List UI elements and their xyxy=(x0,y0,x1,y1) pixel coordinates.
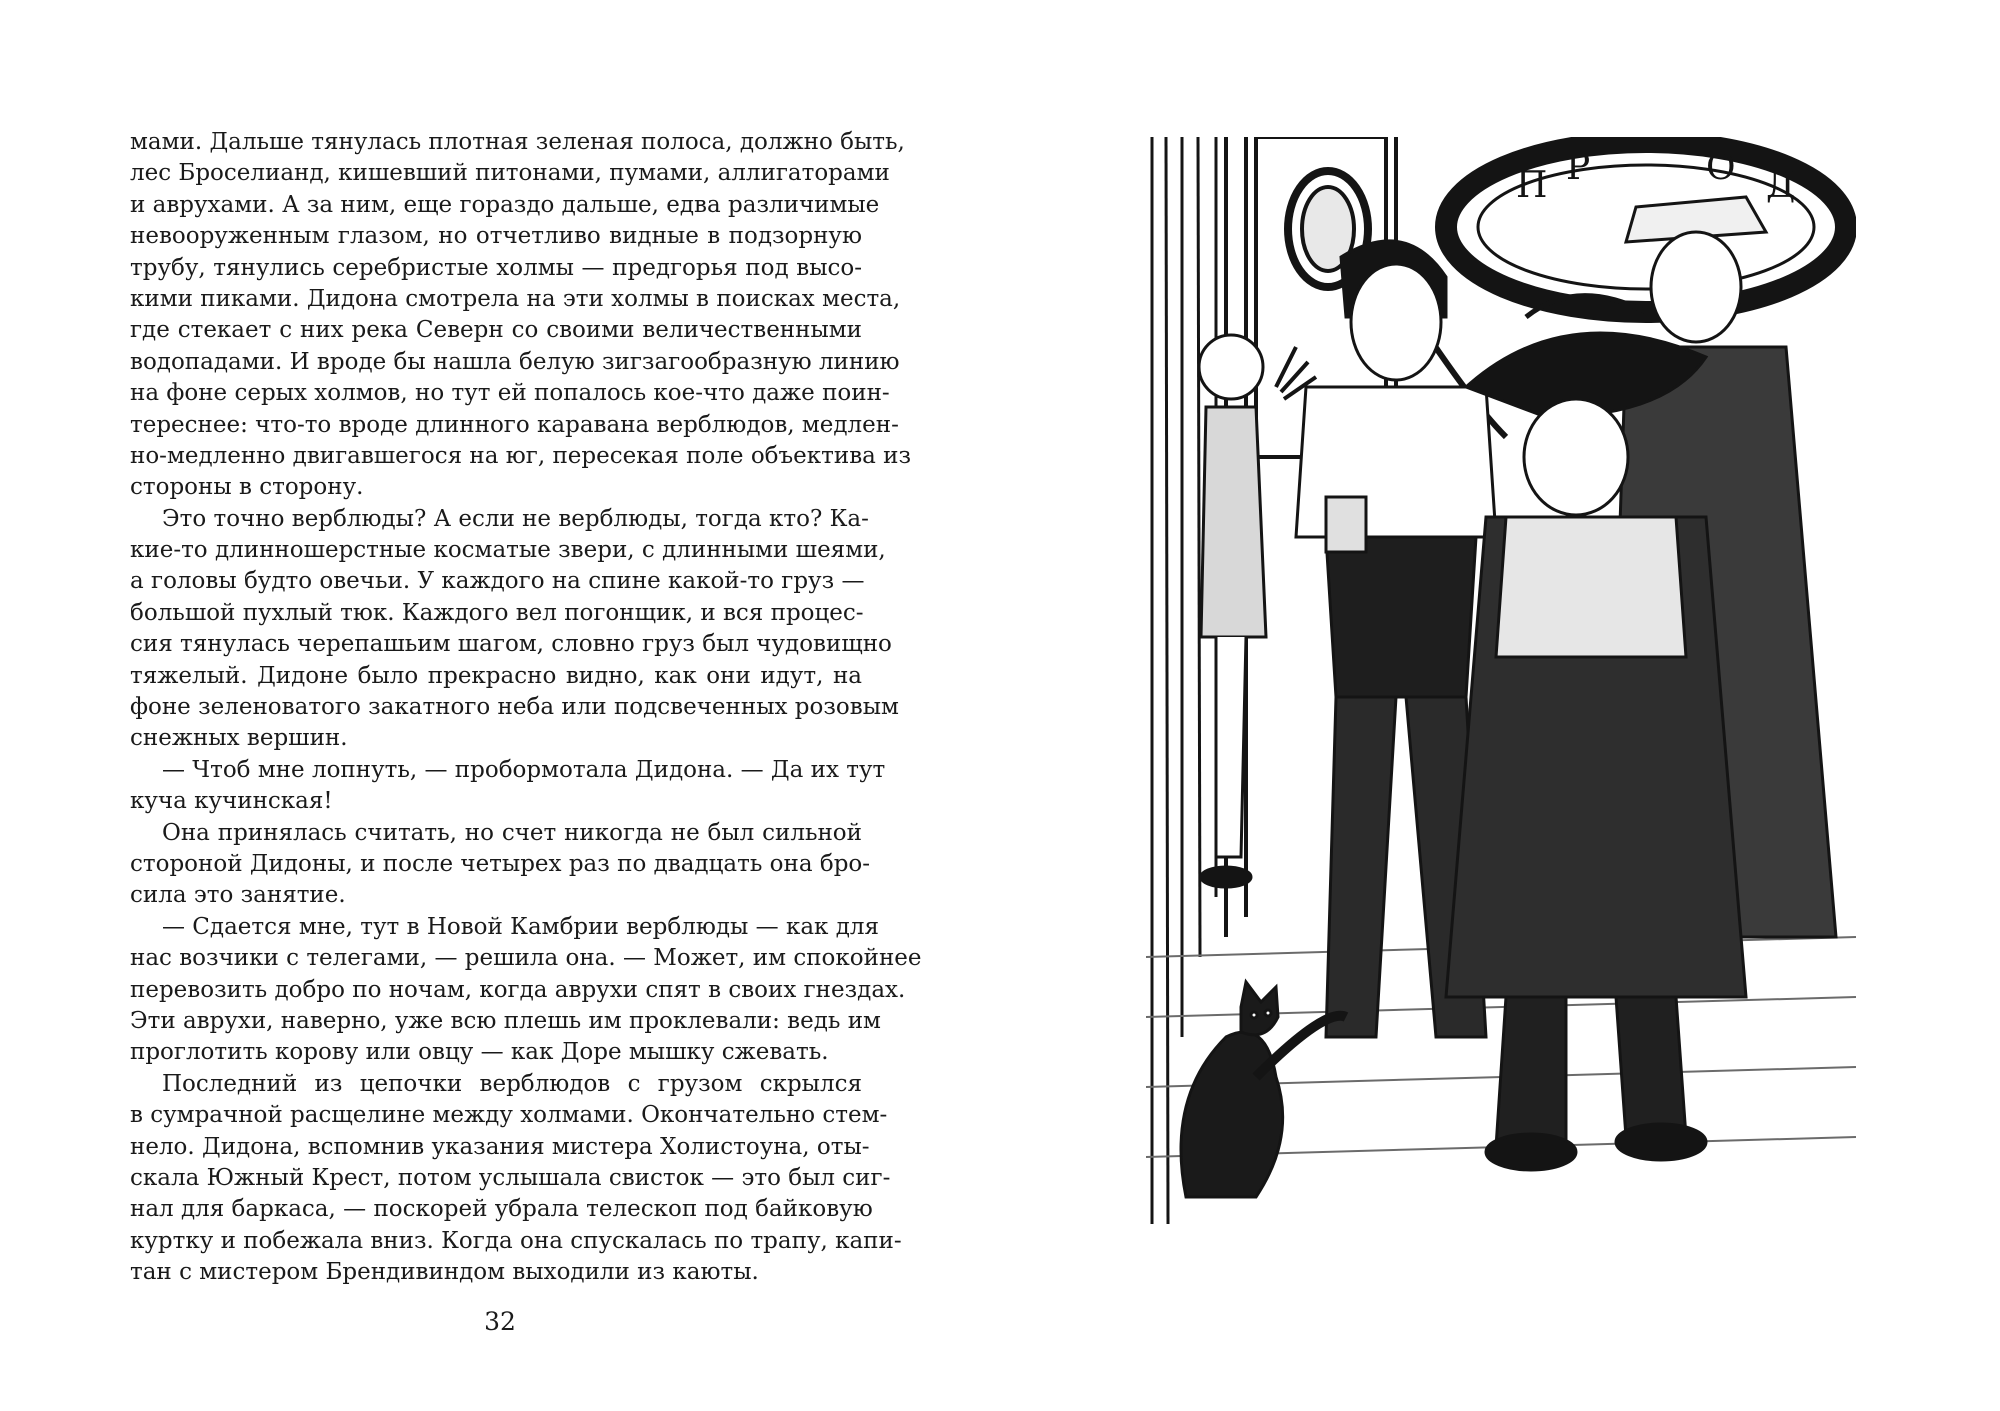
text-line: водопадами. И вроде бы нашла белую зигзагообразную линию xyxy=(130,348,900,375)
text-line: куртку и побежала вниз. Когда она спускалась по трапу, капи- xyxy=(130,1227,902,1254)
text-line: мами. Дальше тянулась плотная зеленая полоса, должно быть, xyxy=(130,129,905,155)
text-line: кими пиками. Дидона смотрела на эти холмы в поисках места, xyxy=(130,285,901,312)
text-line: Это точно верблюды? А если не верблюды, тогда кто? Ка- xyxy=(162,505,869,532)
text-line: снежных вершин. xyxy=(130,725,348,752)
text-line: — Чтоб мне лопнуть, — пробормотала Дидона. — Да их тут xyxy=(162,756,886,783)
text-line: нело. Дидона, вспомнив указания мистера Холистоуна, оты- xyxy=(130,1133,870,1160)
text-line: нал для баркаса, — поскорей убрала телескоп под байковую xyxy=(130,1196,873,1223)
text-line: скала Южный Крест, потом услышала свисток — это был сиг- xyxy=(130,1164,891,1191)
text-line: где стекает с них река Северн со своими величественными xyxy=(130,317,862,344)
text-line: и аврухами. А за ним, еще гораздо дальше, едва различимые xyxy=(130,191,880,218)
text-line: но-медленно двигавшегося на юг, пересекая поле объектива из xyxy=(130,442,912,469)
text-line: сила это занятие. xyxy=(130,882,346,909)
text-line: — Сдается мне, тут в Новой Камбрии верблюды — как для xyxy=(162,913,880,940)
lifebuoy-letter: Д xyxy=(1766,165,1796,206)
text-line: Последний из цепочки верблюдов с грузом скрылся xyxy=(162,1070,862,1097)
text-line: в сумрачной расщелине между холмами. Окончательно стем- xyxy=(130,1102,888,1129)
lifebuoy-letter: П xyxy=(1516,165,1548,206)
text-line: а головы будто овечьи. У каждого на спине какой-то груз — xyxy=(130,568,865,595)
left-page-text xyxy=(130,127,922,1288)
text-line: тереснее: что-то вроде длинного каравана верблюдов, медлен- xyxy=(130,411,899,438)
text-line: Она принялась считать, но счет никогда не был сильной xyxy=(162,819,862,846)
page-number: 32 xyxy=(484,1307,516,1336)
lifebuoy-letter: Р xyxy=(1566,147,1591,188)
text-line: на фоне серых холмов, но тут ей попалось кое-что даже поин- xyxy=(130,380,890,407)
text-line: сия тянулась черепашьим шагом, словно груз был чудовищно xyxy=(130,631,892,658)
text-line: тан с мистером Брендивиндом выходили из каюты. xyxy=(130,1259,759,1286)
text-line: большой пухлый тюк. Каждого вел погонщик, и вся процес- xyxy=(130,599,864,626)
text-line: кие-то длинношерстные косматые звери, с длинными шеями, xyxy=(130,537,886,564)
text-line: проглотить корову или овцу — как Доре мышку сжевать. xyxy=(130,1039,829,1066)
text-line: стороной Дидоны, и после четырех раз по двадцать она бро- xyxy=(130,850,871,877)
text-line: лес Броселианд, кишевший питонами, пумами, аллигаторами xyxy=(130,160,890,187)
illustration-ship-scene xyxy=(1146,137,1856,1224)
text-line: фоне зеленоватого закатного неба или подсвеченных розовым xyxy=(130,694,899,721)
text-line: перевозить добро по ночам, когда аврухи спят в своих гнездах. xyxy=(130,976,906,1003)
text-line: трубу, тянулись серебристые холмы — предгорья под высо- xyxy=(130,254,862,281)
illustration-svg xyxy=(1146,137,1856,1224)
text-line: куча кучинская! xyxy=(130,788,333,815)
text-line: стороны в сторону. xyxy=(130,474,364,501)
text-line: тяжелый. Дидоне было прекрасно видно, как они идут, на xyxy=(130,662,862,689)
text-line: невооруженным глазом, но отчетливо видные в подзорную xyxy=(130,223,862,250)
text-line: нас возчики с телегами, — решила она. — Может, им спокойнее xyxy=(130,945,922,972)
text-line: Эти аврухи, наверно, уже всю плешь им проклевали: ведь им xyxy=(130,1007,881,1034)
lifebuoy-letter: О xyxy=(1706,147,1736,188)
